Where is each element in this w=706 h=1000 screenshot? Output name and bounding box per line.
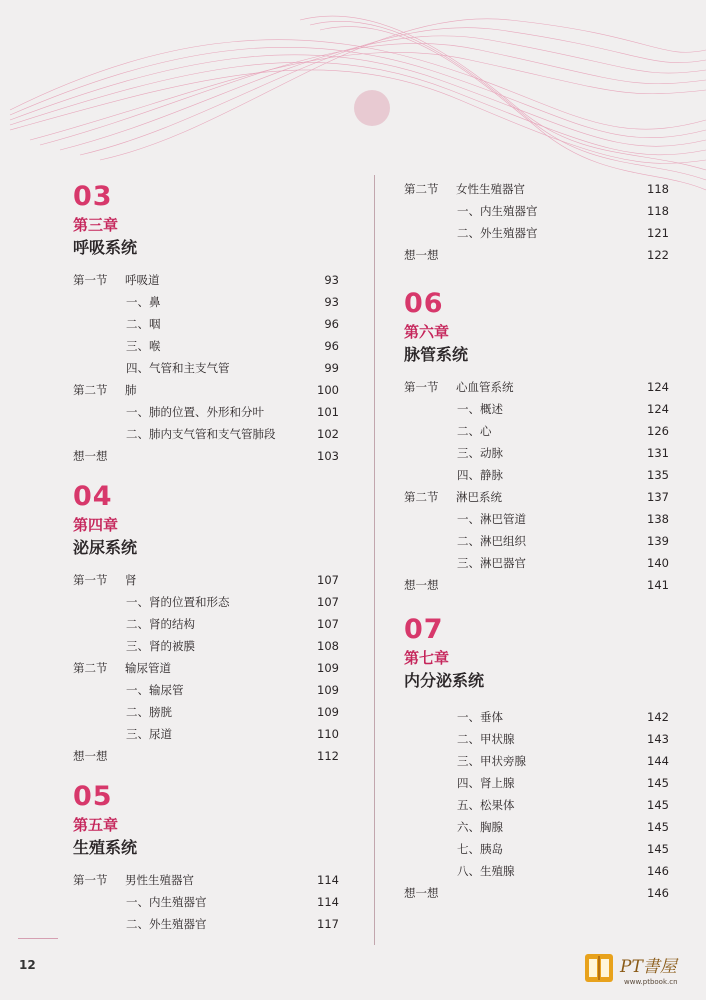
entry-title: 八、生殖腺 (457, 864, 515, 878)
watermark-text: PT書屋 (620, 957, 677, 977)
entry-title: 女性生殖器官 (456, 182, 525, 196)
toc-entry[interactable] (73, 701, 339, 723)
entry-title: 二、淋巴组织 (457, 534, 526, 548)
chapter-5 (73, 783, 339, 935)
entry-title: 二、膀胱 (126, 705, 172, 719)
entry-page-number: 109 (317, 705, 339, 719)
book-icon (584, 950, 614, 984)
footer-rule (18, 938, 58, 939)
entry-page-number: 131 (647, 446, 669, 460)
section-label: 第一节 (404, 380, 439, 394)
entry-title: 一、肾的位置和形态 (126, 595, 230, 609)
toc-section-entry[interactable] (73, 379, 339, 401)
toc-entry[interactable] (404, 750, 669, 772)
entry-title: 一、内生殖器官 (457, 204, 538, 218)
entry-page-number: 107 (317, 595, 339, 609)
entry-page-number: 122 (647, 248, 669, 262)
entry-title: 二、肺内支气管和支气管肺段 (126, 427, 276, 441)
entry-title: 肾 (125, 573, 137, 587)
entry-title: 二、咽 (126, 317, 161, 331)
entry-page-number: 114 (317, 873, 339, 887)
entry-title: 想一想 (73, 749, 108, 763)
chapter-label: 第五章 (73, 816, 119, 834)
entry-page-number: 93 (324, 295, 339, 309)
chapter-label: 第七章 (404, 649, 450, 667)
entry-title: 想一想 (404, 886, 439, 900)
toc-entry[interactable] (404, 200, 669, 222)
toc-entry[interactable] (73, 891, 339, 913)
entry-title: 想一想 (404, 248, 439, 262)
entry-title: 心血管系统 (456, 380, 514, 394)
toc-section-entry[interactable] (73, 269, 339, 291)
toc-entry[interactable] (73, 913, 339, 935)
entry-title: 七、胰岛 (457, 842, 503, 856)
chapter-number: 05 (73, 781, 113, 812)
entry-title: 五、松果体 (457, 798, 515, 812)
entry-page-number: 135 (647, 468, 669, 482)
entry-page-number: 108 (317, 639, 339, 653)
toc-entry[interactable] (404, 530, 669, 552)
chapter-title: 生殖系统 (73, 838, 138, 857)
entry-page-number: 96 (324, 317, 339, 331)
entry-page-number: 114 (317, 895, 339, 909)
entry-page-number: 142 (647, 710, 669, 724)
section-label: 第二节 (73, 661, 108, 675)
toc-section-entry[interactable] (73, 569, 339, 591)
toc-entry-list (404, 376, 669, 596)
section-label: 第二节 (404, 182, 439, 196)
entry-title: 三、淋巴器官 (457, 556, 526, 570)
chapter-title: 泌尿系统 (73, 538, 138, 557)
toc-entry[interactable] (73, 613, 339, 635)
entry-page-number: 137 (647, 490, 669, 504)
section-label: 第一节 (73, 573, 108, 587)
entry-page-number: 109 (317, 683, 339, 697)
toc-section-entry[interactable] (404, 178, 669, 200)
entry-page-number: 110 (317, 727, 339, 741)
section-label: 第二节 (73, 383, 108, 397)
entry-title: 二、心 (457, 424, 492, 438)
toc-entry[interactable] (73, 423, 339, 445)
page-number: 12 (19, 958, 36, 972)
entry-page-number: 102 (317, 427, 339, 441)
entry-page-number: 101 (317, 405, 339, 419)
entry-title: 呼吸道 (125, 273, 160, 287)
toc-entry[interactable] (73, 635, 339, 657)
toc-entry-list (404, 178, 669, 266)
entry-title: 输尿管道 (125, 661, 171, 675)
toc-section-entry[interactable] (404, 486, 669, 508)
toc-entry[interactable] (404, 728, 669, 750)
entry-title: 二、外生殖器官 (126, 917, 207, 931)
entry-title: 想一想 (73, 449, 108, 463)
entry-page-number: 126 (647, 424, 669, 438)
toc-entry[interactable] (404, 222, 669, 244)
chapter-number: 06 (404, 288, 444, 319)
toc-entry[interactable] (404, 464, 669, 486)
toc-entry[interactable] (73, 401, 339, 423)
entry-title: 三、喉 (126, 339, 161, 353)
chapter-label: 第六章 (404, 323, 450, 341)
entry-page-number: 109 (317, 661, 339, 675)
toc-entry[interactable] (404, 552, 669, 574)
toc-section-entry[interactable] (73, 869, 339, 891)
chapter-title: 内分泌系统 (404, 671, 485, 690)
toc-section-entry[interactable] (404, 376, 669, 398)
entry-page-number: 100 (317, 383, 339, 397)
entry-title: 淋巴系统 (456, 490, 502, 504)
toc-entry[interactable] (404, 244, 669, 266)
entry-title: 二、肾的结构 (126, 617, 195, 631)
toc-entry[interactable] (404, 772, 669, 794)
toc-entry[interactable] (404, 882, 669, 904)
toc-entry[interactable] (73, 745, 339, 767)
entry-title: 男性生殖器官 (125, 873, 194, 887)
toc-entry-list (404, 706, 669, 904)
toc-entry[interactable] (404, 838, 669, 860)
chapter-7 (404, 616, 669, 904)
toc-entry[interactable] (73, 357, 339, 379)
entry-page-number: 145 (647, 820, 669, 834)
chapter-number: 04 (73, 481, 113, 512)
toc-entry-list (73, 869, 339, 935)
entry-page-number: 144 (647, 754, 669, 768)
entry-title: 一、垂体 (457, 710, 503, 724)
entry-title: 二、外生殖器官 (457, 226, 538, 240)
entry-page-number: 121 (647, 226, 669, 240)
chapter-number: 03 (73, 181, 113, 212)
entry-title: 一、内生殖器官 (126, 895, 207, 909)
entry-page-number: 146 (647, 886, 669, 900)
watermark-url: www.ptbook.cn (624, 978, 678, 986)
entry-title: 一、淋巴管道 (457, 512, 526, 526)
toc-entry[interactable] (404, 794, 669, 816)
entry-page-number: 138 (647, 512, 669, 526)
decorative-wave-lines (0, 0, 706, 200)
chapter-5-continued (404, 178, 669, 266)
column-divider (374, 175, 375, 945)
entry-title: 三、甲状旁腺 (457, 754, 526, 768)
toc-entry[interactable] (73, 679, 339, 701)
chapter-4 (73, 483, 339, 767)
toc-entry[interactable] (404, 398, 669, 420)
entry-page-number: 145 (647, 842, 669, 856)
toc-left-column (73, 183, 339, 935)
entry-page-number: 99 (324, 361, 339, 375)
entry-page-number: 118 (647, 182, 669, 196)
toc-entry[interactable] (404, 420, 669, 442)
entry-page-number: 96 (324, 339, 339, 353)
entry-title: 一、肺的位置、外形和分叶 (126, 405, 264, 419)
toc-entry[interactable] (404, 574, 669, 596)
section-label: 第二节 (404, 490, 439, 504)
toc-entry-list (73, 269, 339, 467)
entry-title: 四、肾上腺 (457, 776, 515, 790)
entry-title: 四、气管和主支气管 (126, 361, 230, 375)
toc-entry[interactable] (404, 860, 669, 882)
entry-page-number: 124 (647, 402, 669, 416)
chapter-label: 第三章 (73, 216, 119, 234)
toc-entry[interactable] (73, 313, 339, 335)
entry-title: 肺 (125, 383, 137, 397)
entry-page-number: 124 (647, 380, 669, 394)
entry-page-number: 103 (317, 449, 339, 463)
entry-title: 三、肾的被膜 (126, 639, 195, 653)
entry-page-number: 145 (647, 776, 669, 790)
chapter-title: 脉管系统 (404, 345, 469, 364)
toc-entry-list (73, 569, 339, 767)
entry-page-number: 117 (317, 917, 339, 931)
toc-entry[interactable] (404, 706, 669, 728)
entry-page-number: 93 (324, 273, 339, 287)
entry-page-number: 112 (317, 749, 339, 763)
chapter-number: 07 (404, 614, 444, 645)
toc-entry[interactable] (73, 291, 339, 313)
chapter-6 (404, 290, 669, 596)
entry-title: 四、静脉 (457, 468, 503, 482)
toc-entry[interactable] (73, 445, 339, 467)
entry-title: 六、胸腺 (457, 820, 503, 834)
toc-section-entry[interactable] (73, 657, 339, 679)
entry-page-number: 145 (647, 798, 669, 812)
entry-page-number: 146 (647, 864, 669, 878)
entry-title: 一、鼻 (126, 295, 161, 309)
entry-title: 三、尿道 (126, 727, 172, 741)
chapter-3 (73, 183, 339, 467)
entry-title: 一、概述 (457, 402, 503, 416)
entry-page-number: 143 (647, 732, 669, 746)
toc-entry[interactable] (404, 816, 669, 838)
entry-title: 三、动脉 (457, 446, 503, 460)
entry-title: 想一想 (404, 578, 439, 592)
section-label: 第一节 (73, 273, 108, 287)
toc-entry[interactable] (73, 335, 339, 357)
entry-page-number: 107 (317, 573, 339, 587)
chapter-label: 第四章 (73, 516, 119, 534)
toc-entry[interactable] (404, 508, 669, 530)
entry-title: 二、甲状腺 (457, 732, 515, 746)
entry-title: 一、输尿管 (126, 683, 184, 697)
entry-page-number: 107 (317, 617, 339, 631)
toc-entry[interactable] (73, 591, 339, 613)
watermark-logo (584, 950, 704, 994)
section-label: 第一节 (73, 873, 108, 887)
chapter-title: 呼吸系统 (73, 238, 138, 257)
toc-entry[interactable] (404, 442, 669, 464)
entry-page-number: 141 (647, 578, 669, 592)
toc-right-column (404, 178, 669, 904)
toc-entry[interactable] (73, 723, 339, 745)
entry-page-number: 140 (647, 556, 669, 570)
entry-page-number: 118 (647, 204, 669, 218)
entry-page-number: 139 (647, 534, 669, 548)
